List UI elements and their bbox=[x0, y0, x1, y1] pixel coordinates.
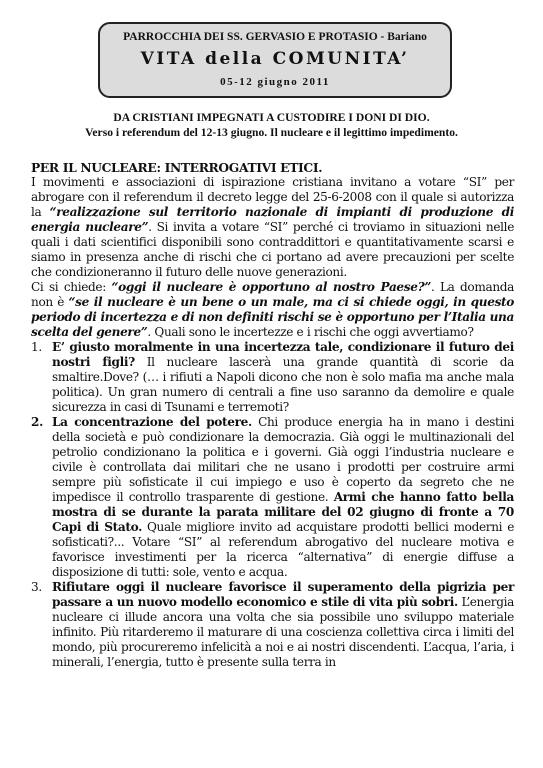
list-item-body: Il nucleare lascerà una grande quantità di scorie da smaltire.Dove? (… i rifiuti a Napoli dicono che non è solo mafia ma anche mala politica). Un gran numero di centrali a fine uso saranno da demolire e quale sicurezza in casi di Tsunami e terremoti? bbox=[52, 355, 514, 414]
list-item-heading: Rifiutare oggi il nucleare favorisce il superamento della pigrizia per passare a un nuovo modello economico e stile di vita più sobri. bbox=[52, 580, 514, 609]
paragraph-question bbox=[31, 280, 514, 340]
paragraph-intro-text-c: . Si invita a votare “SI” perché ci troviamo in situazioni nelle quali i dati scientifici disponibili sono contraddittori e quantitativamente scarsi e siamo in presenza anche di rischi che ci portano ad avere precauzioni per scelte che condizioneranno il futuro delle nuove generazioni. bbox=[31, 220, 515, 279]
paragraph-question-text-e: . Quali sono le incertezze e i rischi che oggi avvertiamo? bbox=[147, 325, 474, 339]
paragraph-intro-quote: “realizzazione sul territorio nazionale di impianti di produzione di energia nucleare” bbox=[31, 205, 514, 234]
list-item-text bbox=[52, 415, 514, 580]
paragraph-intro-text-a: I movimenti e associazioni di ispirazione cristiana invitano a votare “SI” per abrogare con il referendum il decreto legge del 25-6-2008 con il quale si autorizza la bbox=[31, 175, 514, 219]
list-item-heading: La concentrazione del potere. bbox=[52, 415, 252, 429]
paragraph-intro bbox=[31, 175, 514, 280]
masthead-box bbox=[98, 22, 452, 98]
list-item bbox=[31, 340, 514, 415]
list-item-number: 2. bbox=[31, 415, 43, 429]
section-title: PER IL NUCLEARE: INTERROGATIVI ETICI. bbox=[31, 160, 323, 175]
concerns-list bbox=[31, 340, 514, 670]
list-item-number: 1. bbox=[31, 340, 42, 354]
subheading-line-1: DA CRISTIANI IMPEGNATI A CUSTODIRE I DONI DI DIO. bbox=[113, 111, 430, 124]
paragraph-question-text-c: . La domanda non è bbox=[31, 280, 515, 309]
list-item-body: Chi produce energia ha in mano i destini della società e può condizionare la democrazia. Già oggi le multinazionali del petrolio condizionano la politica e i governi. Già oggi l’industria nucleare e civile è controllata dai militari che ne usano i prodotti per costruire armi sempre più sofisticate il cui impiego e uso è coperto da segreto che ne impedisce il controllo trasparente di gestione. bbox=[52, 415, 514, 504]
list-item bbox=[31, 580, 514, 670]
paragraph-question-quote-1: “oggi il nucleare è opportuno al nostro Paese?” bbox=[111, 280, 431, 294]
list-item bbox=[31, 415, 514, 580]
paragraph-question-text-a: Ci si chiede: bbox=[31, 280, 112, 294]
list-item-body: L’energia nucleare ci illude ancora una volta che sia possibile uno sviluppo materiale infinito. Più ritarderemo il maturare di una coscienza collettiva circa i limiti del mondo, più procureremo infelicità a noi e ai nostri discendenti. L’acqua, l’aria, i minerali, l’energia, tutto è presente sulla terra in bbox=[52, 595, 515, 669]
issue-date: 05-12 giugno 2011 bbox=[220, 76, 330, 88]
newsletter-title: VITA della COMUNITA’ bbox=[140, 49, 410, 69]
paragraph-question-quote-2: “se il nucleare è un bene o un male, ma ci si chiede oggi, in questo periodo di incertezza e di non definiti rischi se è opportuno per l’Italia una scelta del genere” bbox=[31, 295, 514, 339]
list-item-body-2: Quale migliore invito ad acquistare prodotti bellici moderni e sofisticati?... Votare “SI” al referendum abrogativo del nucleare motiva e favorisce investimenti per la ricerca “alternativa” di energie diffuse a disposizione di tutti: sole, vento e acqua. bbox=[52, 520, 514, 579]
list-item-text bbox=[52, 340, 514, 415]
parish-name: PARROCCHIA DEI SS. GERVASIO E PROTASIO - Bariano bbox=[123, 31, 427, 43]
list-item-number: 3. bbox=[31, 580, 42, 594]
list-item-text bbox=[52, 580, 514, 670]
article-subheading bbox=[30, 110, 513, 140]
article-body bbox=[31, 160, 514, 670]
subheading-line-2: Verso i referendum del 12-13 giugno. Il nucleare e il legittimo impedimento. bbox=[85, 126, 458, 139]
list-item-emphasis: Armi che hanno fatto bella mostra di se durante la parata militare del 02 giugno di fronte a 70 Capi di Stato. bbox=[52, 490, 514, 534]
list-item-heading: E’ giusto moralmente in una incertezza tale, condizionare il futuro dei nostri figli? bbox=[52, 340, 514, 369]
